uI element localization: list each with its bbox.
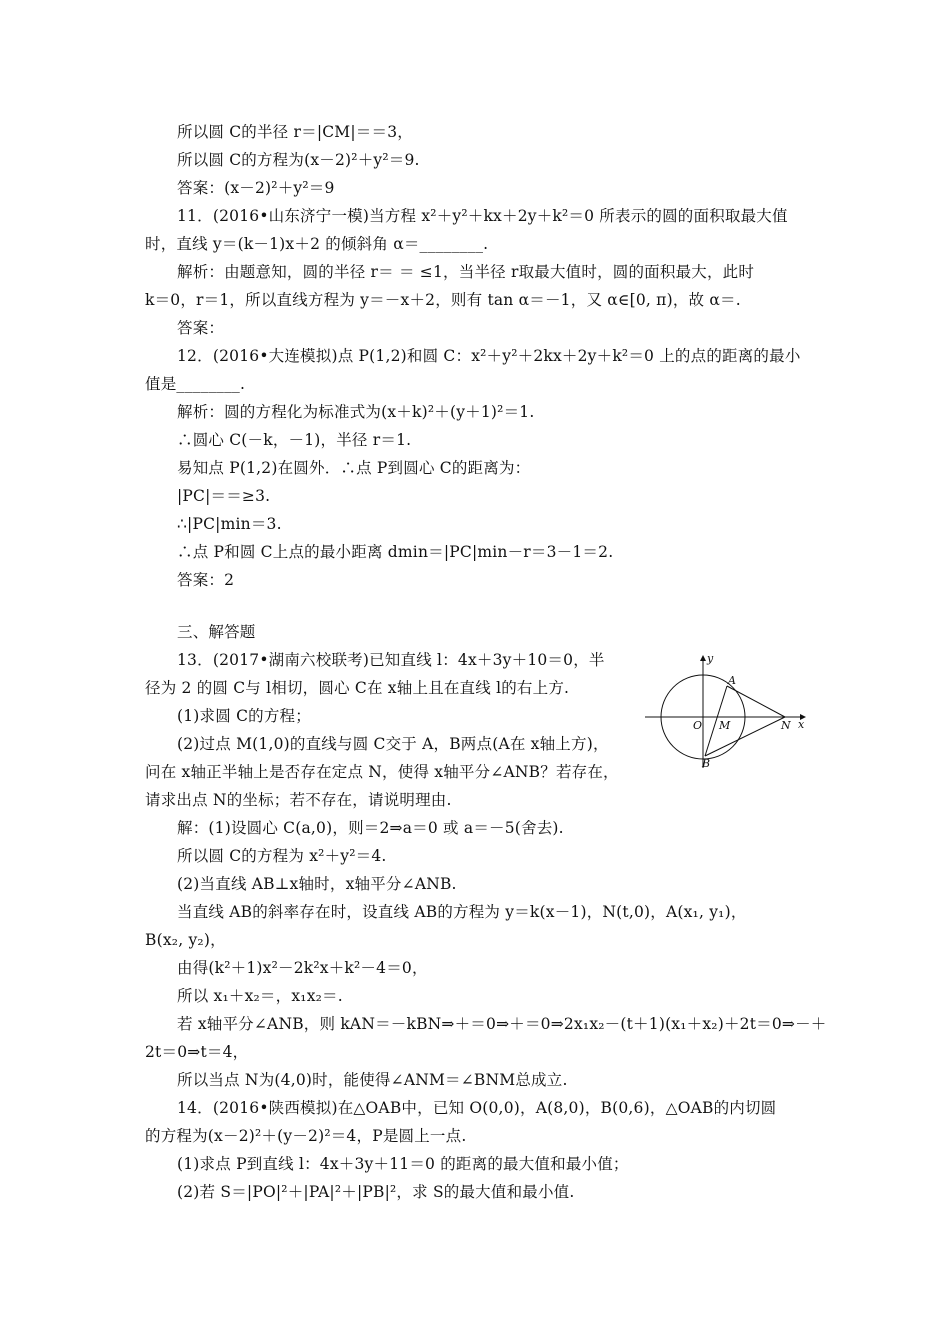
text-line: 解：(1)设圆心 C(a,0)，则＝2⇒a＝0 或 a＝－5(舍去). [177,819,564,837]
text-line: (1)求点 P到直线 l：4x＋3y＋11＝0 的距离的最大值和最小值； [177,1155,629,1173]
text-line: 2t＝0⇒t＝4， [145,1043,249,1061]
label-m: M [719,719,731,732]
text-line: 答案： [177,319,225,337]
text-line: 易知点 P(1,2)在圆外．∴点 P到圆心 C的距离为： [177,459,531,477]
text-line: 13．(2017•湖南六校联考)已知直线 l：4x＋3y＋10＝0，半 [177,651,605,669]
label-n: N [781,719,791,732]
text-line: B(x₂, y₂)， [145,931,226,949]
label-a: A [728,674,736,687]
label-x: x [798,718,805,731]
text-line: (2)若 S＝|PO|²＋|PA|²＋|PB|²，求 S的最大值和最小值. [177,1183,575,1201]
text-line: ∴圆心 C(－k，－1)，半径 r＝1. [177,431,412,449]
text-line: 所以圆 C的方程为 x²＋y²＝4. [177,847,387,865]
circle-tangent-diagram [640,650,815,770]
section-heading: 三、解答题 [177,623,256,641]
text-line: 答案：(x－2)²＋y²＝9 [177,179,335,197]
text-line: 14．(2016•陕西模拟)在△OAB中，已知 O(0,0)，A(8,0)，B(0,6)，△OAB的内切圆 [177,1099,777,1117]
text-line: 所以圆 C的半径 r＝|CM|＝＝3， [177,123,413,141]
text-line: 所以圆 C的方程为(x－2)²＋y²＝9. [177,151,420,169]
text-line: 请求出点 N的坐标；若不存在，请说明理由. [145,791,452,809]
text-line: (2)当直线 AB⊥x轴时，x轴平分∠ANB. [177,875,457,893]
text-line: 解析：圆的方程化为标准式为(x＋k)²＋(y＋1)²＝1. [177,403,535,421]
text-line: 的方程为(x－2)²＋(y－2)²＝4，P是圆上一点. [145,1127,467,1145]
text-line: 由得(k²＋1)x²－2k²x＋k²－4＝0， [177,959,428,977]
text-line: 径为 2 的圆 C与 l相切，圆心 C在 x轴上且在直线 l的右上方. [145,679,570,697]
label-o: O [693,719,703,732]
segment-ma [727,686,785,717]
text-line: 11．(2016•山东济宁一模)当方程 x²＋y²＋kx＋2y＋k²＝0 所表示的圆的面积取最大值 [177,207,788,225]
text-line: ∴点 P和圆 C上点的最小距离 dmin＝|PC|min－r＝3－1＝2. [177,543,614,561]
text-line: ∴|PC|min＝3. [177,515,282,533]
text-line: 问在 x轴正半轴上是否存在定点 N，使得 x轴平分∠ANB？若存在， [145,763,619,781]
label-b: B [702,757,711,770]
text-line: (1)求圆 C的方程； [177,707,311,725]
text-line: 当直线 AB的斜率存在时，设直线 AB的方程为 y＝k(x－1)，N(t,0)，A(x₁, y₁)， [177,903,747,921]
text-line: k＝0，r＝1，所以直线方程为 y＝－x＋2，则有 tan α＝－1，又 α∈[0, π)，故 α＝. [145,291,741,309]
text-line: (2)过点 M(1,0)的直线与圆 C交于 A，B两点(A在 x轴上方)， [177,735,609,753]
text-line: |PC|＝＝≥3. [177,487,271,505]
label-y: y [707,652,714,665]
geometry-figure [640,650,815,770]
text-line: 12．(2016•大连模拟)点 P(1,2)和圆 C：x²＋y²＋2kx＋2y＋k²＝0 上的点的距离的最小 [177,347,801,365]
text-line: 所以 x₁＋x₂＝，x₁x₂＝. [177,987,343,1005]
text-line: 值是________. [145,375,246,393]
text-line: 解析：由题意知，圆的半径 r＝ ＝ ≤1，当半径 r取最大值时，圆的面积最大，此时 [177,263,755,281]
text-line: 若 x轴平分∠ANB，则 kAN＝－kBN⇒＋＝0⇒＋＝0⇒2x₁x₂－(t＋1)(x₁＋x₂)＋2t＝0⇒－＋ [177,1015,827,1033]
text-line: 所以当点 N为(4,0)时，能使得∠ANM＝∠BNM总成立. [177,1071,568,1089]
text-line: 时，直线 y＝(k－1)x＋2 的倾斜角 α＝________. [145,235,489,253]
text-line: 答案：2 [177,571,235,589]
